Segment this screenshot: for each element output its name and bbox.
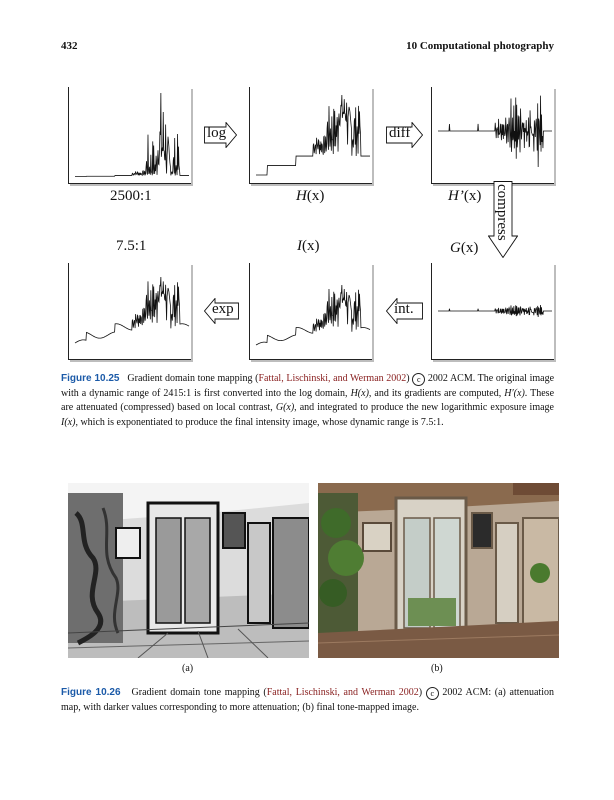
arrow-log: [204, 122, 237, 148]
label-H: H(x): [296, 188, 325, 204]
caption-figure-10-26: Figure 10.26 Gradient domain tone mapping (Fattal, Lischinski, and Werman 2002) c 2002 ACM: (a) attenuation map, with darker values corresponding to more attenuation; (b) final tone-mapped image.: [61, 687, 554, 713]
signal-line: [256, 285, 370, 345]
arrow-diff: [386, 122, 423, 148]
label-range-bottom: 7.5:1: [116, 238, 147, 254]
plot-log-signal: [249, 87, 372, 184]
arrow-diff-label: diff: [389, 125, 411, 141]
plot-attenuated-gradient: [431, 263, 554, 360]
label-I: I(x): [297, 238, 320, 254]
copyright-icon: c: [412, 373, 425, 386]
attenuation-map-image: [68, 483, 309, 658]
copyright-icon: c: [426, 687, 439, 700]
plot-output-signal: [68, 263, 191, 360]
tone-mapped-image: [318, 483, 559, 658]
label-H-prime: H’(x): [448, 188, 482, 204]
subfigure-label-a: (a): [182, 663, 194, 674]
arrow-compress-label: compress: [494, 184, 510, 241]
signal-line: [256, 95, 370, 175]
plot-gradient-signal: [431, 87, 554, 184]
citation-link[interactable]: Fattal, Lischinski, and Werman 2002: [258, 373, 407, 384]
signal-line: [75, 93, 189, 177]
label-range-top: 2500:1: [110, 188, 152, 204]
signal-line: [438, 96, 552, 167]
running-header: [61, 40, 554, 56]
subfigure-label-b: (b): [431, 663, 443, 674]
signal-line: [438, 305, 552, 317]
plot-original-signal: [68, 87, 191, 184]
arrow-int: [386, 298, 423, 324]
citation-link[interactable]: Fattal, Lischinski, and Werman 2002: [266, 687, 419, 698]
running-title: 10 Computational photography: [406, 40, 554, 52]
arrow-compress: [488, 181, 518, 258]
label-G: G(x): [450, 240, 479, 256]
page-number: 432: [61, 40, 78, 52]
arrow-exp-label: exp: [212, 301, 234, 317]
arrow-exp: [204, 298, 239, 324]
figure-label: Figure 10.25: [61, 373, 120, 384]
caption-figure-10-25: Figure 10.25 Gradient domain tone mapping (Fattal, Lischinski, and Werman 2002) c 2002 ACM. The original image with a dynamic range of 2415:1 is first converted into the log domain, H(x), and its gradients are computed, H′(x). These are attenuated (compressed) based on local contrast, G(x), and integrated to produce the new logarithmic exposure image I(x), which is exponentiated to produce the final intensity image, whose dynamic range is 7.5:1.: [61, 373, 555, 428]
signal-line: [75, 277, 189, 343]
arrow-log-label: log: [207, 125, 227, 141]
figure-label: Figure 10.26: [61, 687, 121, 698]
arrow-int-label: int.: [394, 301, 414, 317]
plot-integrated-signal: [249, 263, 372, 360]
